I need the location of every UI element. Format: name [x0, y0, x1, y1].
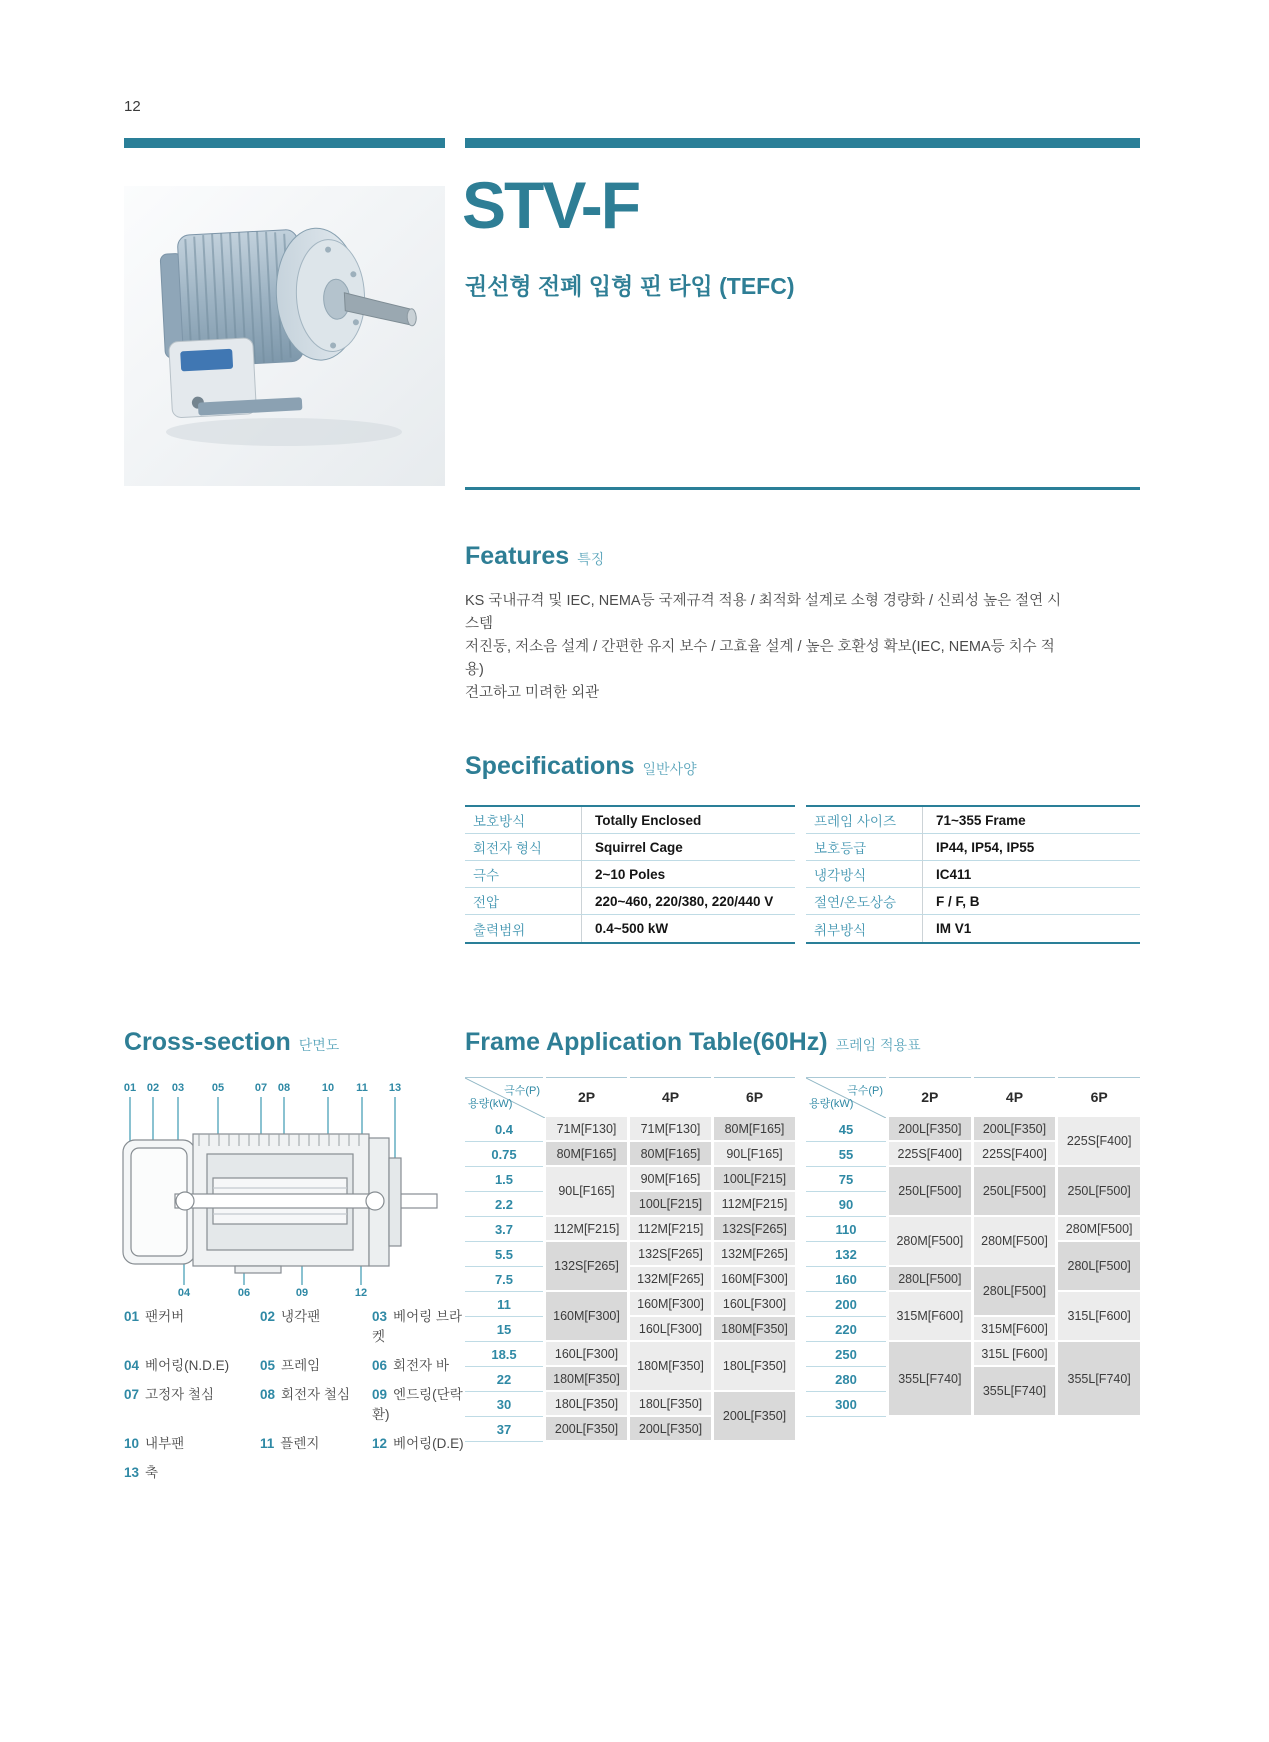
- spec-value: IP44, IP54, IP55: [922, 834, 1140, 861]
- legend-item-number: 05: [260, 1358, 276, 1373]
- capacity-label: 132: [806, 1242, 886, 1267]
- frame-cell: 225S[F400]: [1058, 1117, 1140, 1167]
- frame-table-heading-ko: 프레임 적용표: [835, 1037, 921, 1053]
- spec-value: 71~355 Frame: [922, 807, 1140, 834]
- product-subtitle: 권선형 전폐 입형 핀 타입 (TEFC): [465, 273, 795, 299]
- cross-section-diagram: [115, 1082, 450, 1317]
- pole-column-header: 2P: [889, 1077, 971, 1117]
- capacity-label: 220: [806, 1317, 886, 1342]
- legend-item-label: 축: [145, 1465, 159, 1480]
- spec-value: Squirrel Cage: [581, 834, 795, 861]
- frame-cell: 250L[F500]: [1058, 1167, 1140, 1217]
- section-rule: [465, 487, 1140, 490]
- frame-cell: 100L[F215]: [714, 1167, 795, 1192]
- spec-label: 보호등급: [806, 834, 922, 861]
- frame-cell: 280L[F500]: [889, 1267, 971, 1292]
- legend-item-label: 회전자 바: [393, 1358, 449, 1373]
- spec-label: 극수: [465, 861, 581, 888]
- legend-item: [124, 1432, 260, 1452]
- callout-number: 07: [254, 1082, 268, 1094]
- legend-item: [260, 1432, 372, 1452]
- callout-number: 09: [295, 1287, 309, 1299]
- frame-cell: 71M[F130]: [630, 1117, 711, 1142]
- frame-cell: 180L[F350]: [546, 1392, 627, 1417]
- legend-item-number: 10: [124, 1436, 140, 1451]
- legend-item: [124, 1354, 260, 1374]
- spec-value: F / F, B: [922, 888, 1140, 915]
- capacity-label: 37: [465, 1417, 543, 1442]
- capacity-label: 15: [465, 1317, 543, 1342]
- spec-value: IC411: [922, 861, 1140, 888]
- capacity-label: 160: [806, 1267, 886, 1292]
- frame-cell: 180M[F350]: [630, 1342, 711, 1392]
- frame-cell: 280L[F500]: [1058, 1242, 1140, 1292]
- specifications-heading: [465, 752, 697, 781]
- frame-cell: 355L[F740]: [1058, 1342, 1140, 1417]
- legend-item: [372, 1432, 464, 1452]
- frame-cell: 280M[F500]: [1058, 1217, 1140, 1242]
- legend-item: [260, 1354, 372, 1374]
- capacity-label: 30: [465, 1392, 543, 1417]
- legend-item: [124, 1305, 260, 1345]
- frame-cell: 315L[F600]: [1058, 1292, 1140, 1342]
- pole-column-header: 4P: [974, 1077, 1056, 1117]
- frame-cell: 180L[F350]: [714, 1342, 795, 1392]
- features-text: [465, 590, 1065, 705]
- frame-table-corner: [465, 1077, 543, 1117]
- callout-number: 03: [171, 1082, 185, 1094]
- legend-item-label: 내부팬: [145, 1436, 185, 1451]
- legend-item-label: 회전자 철심: [281, 1387, 350, 1402]
- corner-capacity-label: 용량(kW): [809, 1098, 854, 1110]
- frame-cell: 132S[F265]: [714, 1217, 795, 1242]
- frame-cell: 90L[F165]: [546, 1167, 627, 1217]
- frame-cell: 200L[F350]: [974, 1117, 1056, 1142]
- corner-poles-label: 극수(P): [504, 1085, 540, 1097]
- legend-item-number: 08: [260, 1387, 276, 1402]
- frame-application-table-right: [806, 1077, 1140, 1417]
- legend-item-label: 베어링(N.D.E): [145, 1358, 230, 1373]
- frame-cell: 280M[F500]: [889, 1217, 971, 1267]
- spec-label: 출력범위: [473, 922, 526, 938]
- spec-value: IM V1: [922, 915, 1140, 942]
- legend-item-number: 12: [372, 1436, 388, 1451]
- capacity-label: 18.5: [465, 1342, 543, 1367]
- callout-number: 10: [321, 1082, 335, 1094]
- legend-item: [124, 1461, 260, 1481]
- capacity-label: 5.5: [465, 1242, 543, 1267]
- frame-cell: 200L[F350]: [546, 1417, 627, 1442]
- callout-number: 01: [123, 1082, 137, 1094]
- cross-section-heading-en: Cross-section: [124, 1028, 291, 1056]
- frame-cell: 225S[F400]: [974, 1142, 1056, 1167]
- frame-cell: 200L[F350]: [630, 1417, 711, 1442]
- callout-number: 12: [354, 1287, 368, 1299]
- legend-item-number: 06: [372, 1358, 388, 1373]
- legend-item-number: 02: [260, 1309, 276, 1324]
- frame-cell: 315M[F600]: [974, 1317, 1056, 1342]
- cross-section-heading: [124, 1028, 339, 1057]
- capacity-label: 280: [806, 1367, 886, 1392]
- frame-cell: 280M[F500]: [974, 1217, 1056, 1267]
- frame-cell: 225S[F400]: [889, 1142, 971, 1167]
- capacity-label: 250: [806, 1342, 886, 1367]
- frame-cell: 250L[F500]: [889, 1167, 971, 1217]
- features-line: 견고하고 미려한 외관: [465, 685, 600, 701]
- spec-value: Totally Enclosed: [581, 807, 795, 834]
- frame-cell: 355L[F740]: [974, 1367, 1056, 1417]
- frame-cell: 160L[F300]: [630, 1317, 711, 1342]
- capacity-label: 55: [806, 1142, 886, 1167]
- spec-label: 프레임 사이즈: [806, 807, 922, 834]
- capacity-label: 75: [806, 1167, 886, 1192]
- frame-cell: 160M[F300]: [546, 1292, 627, 1342]
- legend-item-number: 09: [372, 1387, 388, 1402]
- features-line: KS 국내규격 및 IEC, NEMA등 국제규격 적용 / 최적화 설계로 소형 경량화 / 신뢰성 높은 절연 시스템: [465, 593, 1062, 632]
- capacity-label: 0.75: [465, 1142, 543, 1167]
- spec-table-left: [465, 805, 795, 944]
- legend-item-number: 13: [124, 1465, 140, 1480]
- spec-label: 전압: [465, 888, 581, 915]
- specifications-heading-ko: 일반사양: [642, 761, 697, 777]
- legend-item-label: 베어링(D.E): [393, 1436, 464, 1451]
- frame-cell: 355L[F740]: [889, 1342, 971, 1417]
- capacity-label: 7.5: [465, 1267, 543, 1292]
- spec-value: 0.4~500 kW: [581, 915, 795, 942]
- capacity-label: 300: [806, 1392, 886, 1417]
- legend-item-label: 베어링 브라켓: [372, 1309, 462, 1344]
- legend-item-label: 프레임: [281, 1358, 321, 1373]
- frame-cell: 160M[F300]: [630, 1292, 711, 1317]
- frame-cell: 132S[F265]: [630, 1242, 711, 1267]
- callout-number: 05: [211, 1082, 225, 1094]
- capacity-label: 110: [806, 1217, 886, 1242]
- frame-application-table-left: [465, 1077, 795, 1442]
- header-rule-right: [465, 138, 1140, 148]
- legend-item: [124, 1383, 260, 1423]
- capacity-label: 22: [465, 1367, 543, 1392]
- spec-label: 절연/온도상승: [806, 888, 922, 915]
- capacity-label: 200: [806, 1292, 886, 1317]
- features-heading: [465, 542, 604, 571]
- frame-cell: 112M[F215]: [714, 1192, 795, 1217]
- legend-item-number: 04: [124, 1358, 140, 1373]
- page-number: 12: [124, 98, 141, 115]
- legend-item-label: 엔드링(단락환): [372, 1387, 463, 1422]
- legend-item-label: 고정자 철심: [145, 1387, 214, 1402]
- spec-table-right: [806, 805, 1140, 944]
- frame-cell: 71M[F130]: [546, 1117, 627, 1142]
- legend-item-number: 01: [124, 1309, 140, 1324]
- capacity-label: 45: [806, 1117, 886, 1142]
- spec-label: 냉각방식: [806, 861, 922, 888]
- legend-item-number: 03: [372, 1309, 388, 1324]
- frame-cell: 280L[F500]: [974, 1267, 1056, 1317]
- spec-label: 취부방식: [814, 922, 867, 938]
- corner-capacity-label: 용량(kW): [468, 1098, 513, 1110]
- frame-cell: 132S[F265]: [546, 1242, 627, 1292]
- frame-cell: 112M[F215]: [546, 1217, 627, 1242]
- frame-cell: 100L[F215]: [630, 1192, 711, 1217]
- cross-section-legend: [124, 1305, 464, 1481]
- frame-cell: 112M[F215]: [630, 1217, 711, 1242]
- capacity-label: 90: [806, 1192, 886, 1217]
- capacity-label: 11: [465, 1292, 543, 1317]
- frame-cell: 180L[F350]: [630, 1392, 711, 1417]
- frame-cell: 90L[F165]: [714, 1142, 795, 1167]
- motor-product-image: [124, 186, 445, 486]
- frame-table-corner: [806, 1077, 886, 1117]
- callout-number: 13: [388, 1082, 402, 1094]
- capacity-label: 1.5: [465, 1167, 543, 1192]
- legend-item-number: 11: [260, 1436, 275, 1451]
- frame-cell: 80M[F165]: [630, 1142, 711, 1167]
- legend-item: [260, 1383, 372, 1423]
- frame-cell: 180M[F350]: [714, 1317, 795, 1342]
- spec-value: 220~460, 220/380, 220/440 V: [581, 888, 795, 915]
- frame-cell: 250L[F500]: [974, 1167, 1056, 1217]
- pole-column-header: 6P: [1058, 1077, 1140, 1117]
- callout-number: 11: [356, 1082, 368, 1094]
- features-line: 저진동, 저소음 설계 / 간편한 유지 보수 / 고효율 설계 / 높은 호환성 확보(IEC, NEMA등 치수 적용): [465, 639, 1055, 678]
- motor-illustration: [124, 186, 445, 486]
- frame-cell: 200L[F350]: [714, 1392, 795, 1442]
- frame-cell: 160M[F300]: [714, 1267, 795, 1292]
- legend-item: [372, 1305, 464, 1345]
- frame-cell: 315M[F600]: [889, 1292, 971, 1342]
- spec-label: 회전자 형식: [465, 834, 581, 861]
- capacity-label: 3.7: [465, 1217, 543, 1242]
- frame-cell: 132M[F265]: [714, 1242, 795, 1267]
- specifications-heading-en: Specifications: [465, 752, 635, 780]
- legend-item: [372, 1383, 464, 1423]
- frame-cell: 80M[F165]: [714, 1117, 795, 1142]
- frame-table-heading: [465, 1028, 921, 1057]
- legend-item-label: 팬커버: [145, 1309, 185, 1324]
- capacity-label: 2.2: [465, 1192, 543, 1217]
- legend-item-label: 플렌지: [280, 1436, 320, 1451]
- frame-table-heading-en: Frame Application Table(60Hz): [465, 1028, 828, 1056]
- pole-column-header: 4P: [630, 1077, 711, 1117]
- legend-item: [372, 1354, 464, 1374]
- frame-cell: 80M[F165]: [546, 1142, 627, 1167]
- spec-value: 2~10 Poles: [581, 861, 795, 888]
- legend-item: [260, 1305, 372, 1345]
- frame-cell: 200L[F350]: [889, 1117, 971, 1142]
- cross-section-drawing: [115, 1082, 450, 1317]
- legend-item-number: 07: [124, 1387, 140, 1402]
- frame-cell: 160L[F300]: [714, 1292, 795, 1317]
- callout-number: 04: [177, 1287, 191, 1299]
- corner-poles-label: 극수(P): [847, 1085, 883, 1097]
- frame-cell: 90M[F165]: [630, 1167, 711, 1192]
- pole-column-header: 2P: [546, 1077, 627, 1117]
- frame-cell: 180M[F350]: [546, 1367, 627, 1392]
- frame-cell: 315L [F600]: [974, 1342, 1056, 1367]
- callout-number: 08: [277, 1082, 291, 1094]
- features-heading-en: Features: [465, 542, 570, 570]
- pole-column-header: 6P: [714, 1077, 795, 1117]
- callout-number: 06: [237, 1287, 251, 1299]
- features-heading-ko: 특징: [577, 551, 605, 567]
- callout-number: 02: [146, 1082, 160, 1094]
- cross-section-heading-ko: 단면도: [298, 1037, 340, 1053]
- spec-label: 보호방식: [465, 807, 581, 834]
- frame-cell: 160L[F300]: [546, 1342, 627, 1367]
- legend-item-label: 냉각팬: [281, 1309, 321, 1324]
- product-title: STV-F: [462, 168, 640, 242]
- capacity-label: 0.4: [465, 1117, 543, 1142]
- header-rule-left: [124, 138, 445, 148]
- frame-cell: 132M[F265]: [630, 1267, 711, 1292]
